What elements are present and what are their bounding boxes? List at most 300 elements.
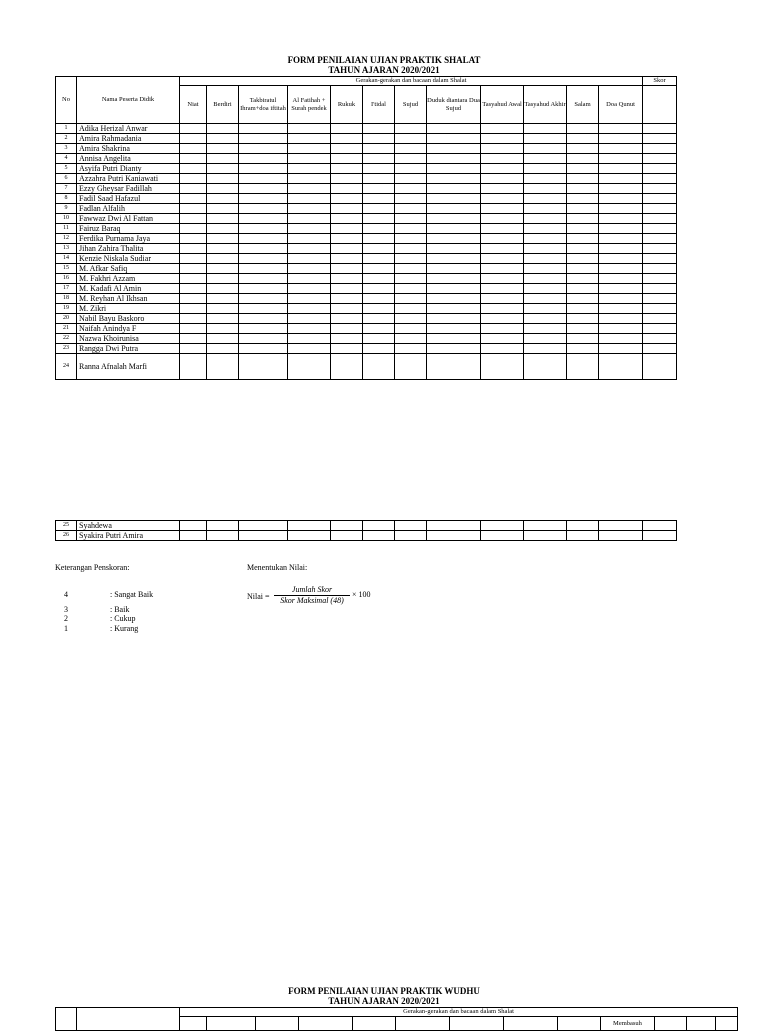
score-cell[interactable] — [288, 194, 331, 204]
score-cell[interactable] — [180, 254, 207, 264]
score-cell[interactable] — [288, 154, 331, 164]
score-cell[interactable] — [363, 154, 395, 164]
score-cell[interactable] — [567, 244, 599, 254]
score-cell[interactable] — [481, 344, 524, 354]
score-cell[interactable] — [239, 224, 288, 234]
score-cell[interactable] — [288, 314, 331, 324]
score-cell[interactable] — [180, 164, 207, 174]
score-cell[interactable] — [481, 244, 524, 254]
score-cell[interactable] — [395, 284, 427, 294]
score-cell[interactable] — [427, 274, 481, 284]
score-cell[interactable] — [599, 154, 643, 164]
score-cell[interactable] — [180, 244, 207, 254]
score-cell[interactable] — [331, 304, 363, 314]
score-cell[interactable] — [481, 354, 524, 380]
score-cell[interactable] — [180, 234, 207, 244]
score-cell[interactable] — [567, 164, 599, 174]
score-cell[interactable] — [331, 254, 363, 264]
score-cell[interactable] — [331, 274, 363, 284]
score-cell[interactable] — [524, 144, 567, 154]
score-cell[interactable] — [599, 214, 643, 224]
score-cell[interactable] — [395, 274, 427, 284]
total-score-cell[interactable] — [643, 521, 677, 531]
score-cell[interactable] — [599, 144, 643, 154]
score-cell[interactable] — [599, 521, 643, 531]
score-cell[interactable] — [207, 344, 239, 354]
score-cell[interactable] — [207, 314, 239, 324]
score-cell[interactable] — [207, 154, 239, 164]
score-cell[interactable] — [427, 164, 481, 174]
score-cell[interactable] — [180, 354, 207, 380]
score-cell[interactable] — [567, 264, 599, 274]
score-cell[interactable] — [599, 324, 643, 334]
score-cell[interactable] — [567, 224, 599, 234]
score-cell[interactable] — [180, 224, 207, 234]
score-cell[interactable] — [331, 174, 363, 184]
score-cell[interactable] — [331, 144, 363, 154]
total-score-cell[interactable] — [643, 334, 677, 344]
score-cell[interactable] — [363, 304, 395, 314]
score-cell[interactable] — [363, 184, 395, 194]
score-cell[interactable] — [395, 224, 427, 234]
score-cell[interactable] — [239, 184, 288, 194]
score-cell[interactable] — [599, 354, 643, 380]
score-cell[interactable] — [363, 521, 395, 531]
score-cell[interactable] — [567, 314, 599, 324]
score-cell[interactable] — [288, 214, 331, 224]
score-cell[interactable] — [288, 334, 331, 344]
score-cell[interactable] — [207, 304, 239, 314]
score-cell[interactable] — [567, 344, 599, 354]
score-cell[interactable] — [239, 174, 288, 184]
score-cell[interactable] — [567, 324, 599, 334]
score-cell[interactable] — [599, 344, 643, 354]
score-cell[interactable] — [288, 134, 331, 144]
total-score-cell[interactable] — [643, 274, 677, 284]
score-cell[interactable] — [207, 254, 239, 264]
score-cell[interactable] — [481, 194, 524, 204]
score-cell[interactable] — [567, 214, 599, 224]
score-cell[interactable] — [180, 344, 207, 354]
score-cell[interactable] — [363, 294, 395, 304]
score-cell[interactable] — [427, 334, 481, 344]
score-cell[interactable] — [481, 144, 524, 154]
score-cell[interactable] — [599, 174, 643, 184]
score-cell[interactable] — [427, 224, 481, 234]
score-cell[interactable] — [363, 164, 395, 174]
score-cell[interactable] — [331, 521, 363, 531]
score-cell[interactable] — [524, 164, 567, 174]
score-cell[interactable] — [207, 294, 239, 304]
score-cell[interactable] — [524, 334, 567, 344]
score-cell[interactable] — [427, 194, 481, 204]
score-cell[interactable] — [567, 184, 599, 194]
score-cell[interactable] — [567, 204, 599, 214]
score-cell[interactable] — [363, 224, 395, 234]
score-cell[interactable] — [427, 531, 481, 541]
score-cell[interactable] — [599, 184, 643, 194]
score-cell[interactable] — [567, 274, 599, 284]
score-cell[interactable] — [180, 324, 207, 334]
score-cell[interactable] — [363, 324, 395, 334]
score-cell[interactable] — [363, 214, 395, 224]
score-cell[interactable] — [481, 304, 524, 314]
score-cell[interactable] — [599, 124, 643, 134]
total-score-cell[interactable] — [643, 284, 677, 294]
score-cell[interactable] — [395, 254, 427, 264]
score-cell[interactable] — [331, 314, 363, 324]
score-cell[interactable] — [363, 274, 395, 284]
score-cell[interactable] — [599, 314, 643, 324]
score-cell[interactable] — [524, 254, 567, 264]
score-cell[interactable] — [524, 264, 567, 274]
score-cell[interactable] — [207, 334, 239, 344]
score-cell[interactable] — [180, 304, 207, 314]
score-cell[interactable] — [288, 254, 331, 264]
score-cell[interactable] — [207, 234, 239, 244]
score-cell[interactable] — [331, 154, 363, 164]
score-cell[interactable] — [395, 304, 427, 314]
score-cell[interactable] — [180, 521, 207, 531]
score-cell[interactable] — [331, 184, 363, 194]
score-cell[interactable] — [395, 294, 427, 304]
score-cell[interactable] — [427, 234, 481, 244]
score-cell[interactable] — [427, 354, 481, 380]
score-cell[interactable] — [524, 154, 567, 164]
total-score-cell[interactable] — [643, 354, 677, 380]
score-cell[interactable] — [427, 244, 481, 254]
score-cell[interactable] — [180, 314, 207, 324]
score-cell[interactable] — [180, 204, 207, 214]
score-cell[interactable] — [427, 254, 481, 264]
score-cell[interactable] — [331, 164, 363, 174]
score-cell[interactable] — [239, 214, 288, 224]
score-cell[interactable] — [567, 304, 599, 314]
score-cell[interactable] — [331, 224, 363, 234]
score-cell[interactable] — [599, 164, 643, 174]
score-cell[interactable] — [427, 134, 481, 144]
score-cell[interactable] — [288, 531, 331, 541]
score-cell[interactable] — [599, 304, 643, 314]
score-cell[interactable] — [481, 521, 524, 531]
score-cell[interactable] — [481, 531, 524, 541]
score-cell[interactable] — [524, 314, 567, 324]
score-cell[interactable] — [288, 324, 331, 334]
score-cell[interactable] — [239, 344, 288, 354]
score-cell[interactable] — [239, 144, 288, 154]
score-cell[interactable] — [363, 134, 395, 144]
score-cell[interactable] — [524, 304, 567, 314]
score-cell[interactable] — [239, 354, 288, 380]
score-cell[interactable] — [395, 124, 427, 134]
score-cell[interactable] — [567, 354, 599, 380]
score-cell[interactable] — [481, 204, 524, 214]
score-cell[interactable] — [207, 521, 239, 531]
score-cell[interactable] — [599, 334, 643, 344]
score-cell[interactable] — [599, 224, 643, 234]
score-cell[interactable] — [363, 531, 395, 541]
score-cell[interactable] — [288, 294, 331, 304]
score-cell[interactable] — [567, 254, 599, 264]
score-cell[interactable] — [567, 284, 599, 294]
score-cell[interactable] — [395, 324, 427, 334]
score-cell[interactable] — [395, 184, 427, 194]
score-cell[interactable] — [567, 531, 599, 541]
score-cell[interactable] — [239, 334, 288, 344]
score-cell[interactable] — [524, 531, 567, 541]
score-cell[interactable] — [567, 134, 599, 144]
score-cell[interactable] — [481, 264, 524, 274]
score-cell[interactable] — [363, 314, 395, 324]
score-cell[interactable] — [395, 344, 427, 354]
score-cell[interactable] — [363, 174, 395, 184]
score-cell[interactable] — [427, 304, 481, 314]
total-score-cell[interactable] — [643, 214, 677, 224]
total-score-cell[interactable] — [643, 244, 677, 254]
score-cell[interactable] — [331, 234, 363, 244]
score-cell[interactable] — [331, 294, 363, 304]
score-cell[interactable] — [180, 284, 207, 294]
score-cell[interactable] — [524, 184, 567, 194]
score-cell[interactable] — [481, 234, 524, 244]
score-cell[interactable] — [239, 164, 288, 174]
score-cell[interactable] — [288, 164, 331, 174]
score-cell[interactable] — [363, 334, 395, 344]
total-score-cell[interactable] — [643, 194, 677, 204]
score-cell[interactable] — [599, 244, 643, 254]
score-cell[interactable] — [395, 214, 427, 224]
score-cell[interactable] — [363, 194, 395, 204]
score-cell[interactable] — [239, 234, 288, 244]
score-cell[interactable] — [567, 144, 599, 154]
total-score-cell[interactable] — [643, 324, 677, 334]
score-cell[interactable] — [481, 134, 524, 144]
score-cell[interactable] — [481, 174, 524, 184]
score-cell[interactable] — [599, 294, 643, 304]
score-cell[interactable] — [331, 324, 363, 334]
score-cell[interactable] — [481, 124, 524, 134]
score-cell[interactable] — [331, 124, 363, 134]
score-cell[interactable] — [288, 244, 331, 254]
score-cell[interactable] — [180, 531, 207, 541]
score-cell[interactable] — [524, 274, 567, 284]
score-cell[interactable] — [331, 354, 363, 380]
total-score-cell[interactable] — [643, 124, 677, 134]
score-cell[interactable] — [207, 531, 239, 541]
score-cell[interactable] — [239, 124, 288, 134]
score-cell[interactable] — [363, 254, 395, 264]
score-cell[interactable] — [239, 274, 288, 284]
score-cell[interactable] — [481, 324, 524, 334]
score-cell[interactable] — [288, 234, 331, 244]
score-cell[interactable] — [567, 234, 599, 244]
total-score-cell[interactable] — [643, 144, 677, 154]
score-cell[interactable] — [288, 344, 331, 354]
score-cell[interactable] — [207, 214, 239, 224]
score-cell[interactable] — [524, 214, 567, 224]
score-cell[interactable] — [207, 224, 239, 234]
score-cell[interactable] — [427, 144, 481, 154]
score-cell[interactable] — [207, 284, 239, 294]
score-cell[interactable] — [288, 204, 331, 214]
score-cell[interactable] — [180, 134, 207, 144]
score-cell[interactable] — [239, 314, 288, 324]
score-cell[interactable] — [180, 184, 207, 194]
total-score-cell[interactable] — [643, 204, 677, 214]
score-cell[interactable] — [239, 521, 288, 531]
score-cell[interactable] — [427, 314, 481, 324]
score-cell[interactable] — [395, 164, 427, 174]
score-cell[interactable] — [481, 284, 524, 294]
score-cell[interactable] — [207, 204, 239, 214]
score-cell[interactable] — [567, 194, 599, 204]
score-cell[interactable] — [363, 284, 395, 294]
score-cell[interactable] — [395, 334, 427, 344]
score-cell[interactable] — [207, 324, 239, 334]
score-cell[interactable] — [363, 264, 395, 274]
score-cell[interactable] — [599, 274, 643, 284]
score-cell[interactable] — [207, 194, 239, 204]
score-cell[interactable] — [524, 294, 567, 304]
score-cell[interactable] — [481, 334, 524, 344]
score-cell[interactable] — [288, 174, 331, 184]
score-cell[interactable] — [524, 344, 567, 354]
total-score-cell[interactable] — [643, 294, 677, 304]
total-score-cell[interactable] — [643, 531, 677, 541]
total-score-cell[interactable] — [643, 344, 677, 354]
score-cell[interactable] — [239, 304, 288, 314]
score-cell[interactable] — [599, 204, 643, 214]
score-cell[interactable] — [395, 174, 427, 184]
score-cell[interactable] — [207, 124, 239, 134]
score-cell[interactable] — [239, 204, 288, 214]
score-cell[interactable] — [599, 134, 643, 144]
total-score-cell[interactable] — [643, 154, 677, 164]
score-cell[interactable] — [288, 144, 331, 154]
total-score-cell[interactable] — [643, 164, 677, 174]
score-cell[interactable] — [567, 521, 599, 531]
score-cell[interactable] — [207, 174, 239, 184]
total-score-cell[interactable] — [643, 174, 677, 184]
score-cell[interactable] — [239, 194, 288, 204]
score-cell[interactable] — [207, 164, 239, 174]
score-cell[interactable] — [395, 144, 427, 154]
score-cell[interactable] — [395, 234, 427, 244]
score-cell[interactable] — [395, 521, 427, 531]
score-cell[interactable] — [524, 134, 567, 144]
score-cell[interactable] — [427, 124, 481, 134]
score-cell[interactable] — [331, 264, 363, 274]
score-cell[interactable] — [288, 264, 331, 274]
score-cell[interactable] — [363, 354, 395, 380]
score-cell[interactable] — [180, 144, 207, 154]
score-cell[interactable] — [239, 294, 288, 304]
score-cell[interactable] — [524, 124, 567, 134]
score-cell[interactable] — [207, 354, 239, 380]
score-cell[interactable] — [395, 204, 427, 214]
score-cell[interactable] — [427, 324, 481, 334]
score-cell[interactable] — [481, 314, 524, 324]
total-score-cell[interactable] — [643, 134, 677, 144]
score-cell[interactable] — [180, 264, 207, 274]
total-score-cell[interactable] — [643, 224, 677, 234]
score-cell[interactable] — [524, 244, 567, 254]
score-cell[interactable] — [481, 214, 524, 224]
total-score-cell[interactable] — [643, 314, 677, 324]
score-cell[interactable] — [427, 521, 481, 531]
score-cell[interactable] — [239, 244, 288, 254]
score-cell[interactable] — [239, 254, 288, 264]
score-cell[interactable] — [207, 274, 239, 284]
score-cell[interactable] — [331, 284, 363, 294]
total-score-cell[interactable] — [643, 184, 677, 194]
score-cell[interactable] — [524, 224, 567, 234]
score-cell[interactable] — [427, 294, 481, 304]
score-cell[interactable] — [239, 324, 288, 334]
score-cell[interactable] — [180, 174, 207, 184]
score-cell[interactable] — [288, 284, 331, 294]
score-cell[interactable] — [363, 344, 395, 354]
score-cell[interactable] — [567, 174, 599, 184]
score-cell[interactable] — [288, 521, 331, 531]
score-cell[interactable] — [395, 314, 427, 324]
score-cell[interactable] — [288, 124, 331, 134]
score-cell[interactable] — [427, 214, 481, 224]
score-cell[interactable] — [180, 214, 207, 224]
score-cell[interactable] — [524, 174, 567, 184]
score-cell[interactable] — [239, 154, 288, 164]
score-cell[interactable] — [599, 254, 643, 264]
score-cell[interactable] — [239, 531, 288, 541]
score-cell[interactable] — [363, 234, 395, 244]
score-cell[interactable] — [331, 344, 363, 354]
score-cell[interactable] — [599, 531, 643, 541]
score-cell[interactable] — [395, 531, 427, 541]
score-cell[interactable] — [288, 184, 331, 194]
score-cell[interactable] — [481, 274, 524, 284]
score-cell[interactable] — [427, 264, 481, 274]
score-cell[interactable] — [288, 304, 331, 314]
score-cell[interactable] — [524, 324, 567, 334]
score-cell[interactable] — [427, 344, 481, 354]
score-cell[interactable] — [481, 224, 524, 234]
score-cell[interactable] — [567, 154, 599, 164]
score-cell[interactable] — [427, 204, 481, 214]
score-cell[interactable] — [395, 244, 427, 254]
score-cell[interactable] — [567, 294, 599, 304]
score-cell[interactable] — [207, 244, 239, 254]
score-cell[interactable] — [599, 264, 643, 274]
score-cell[interactable] — [481, 254, 524, 264]
score-cell[interactable] — [524, 204, 567, 214]
score-cell[interactable] — [599, 284, 643, 294]
score-cell[interactable] — [567, 334, 599, 344]
score-cell[interactable] — [599, 234, 643, 244]
total-score-cell[interactable] — [643, 254, 677, 264]
score-cell[interactable] — [331, 204, 363, 214]
total-score-cell[interactable] — [643, 264, 677, 274]
score-cell[interactable] — [524, 354, 567, 380]
score-cell[interactable] — [180, 154, 207, 164]
score-cell[interactable] — [180, 334, 207, 344]
score-cell[interactable] — [239, 134, 288, 144]
score-cell[interactable] — [239, 264, 288, 274]
score-cell[interactable] — [288, 274, 331, 284]
score-cell[interactable] — [427, 184, 481, 194]
score-cell[interactable] — [288, 224, 331, 234]
score-cell[interactable] — [395, 264, 427, 274]
score-cell[interactable] — [427, 154, 481, 164]
